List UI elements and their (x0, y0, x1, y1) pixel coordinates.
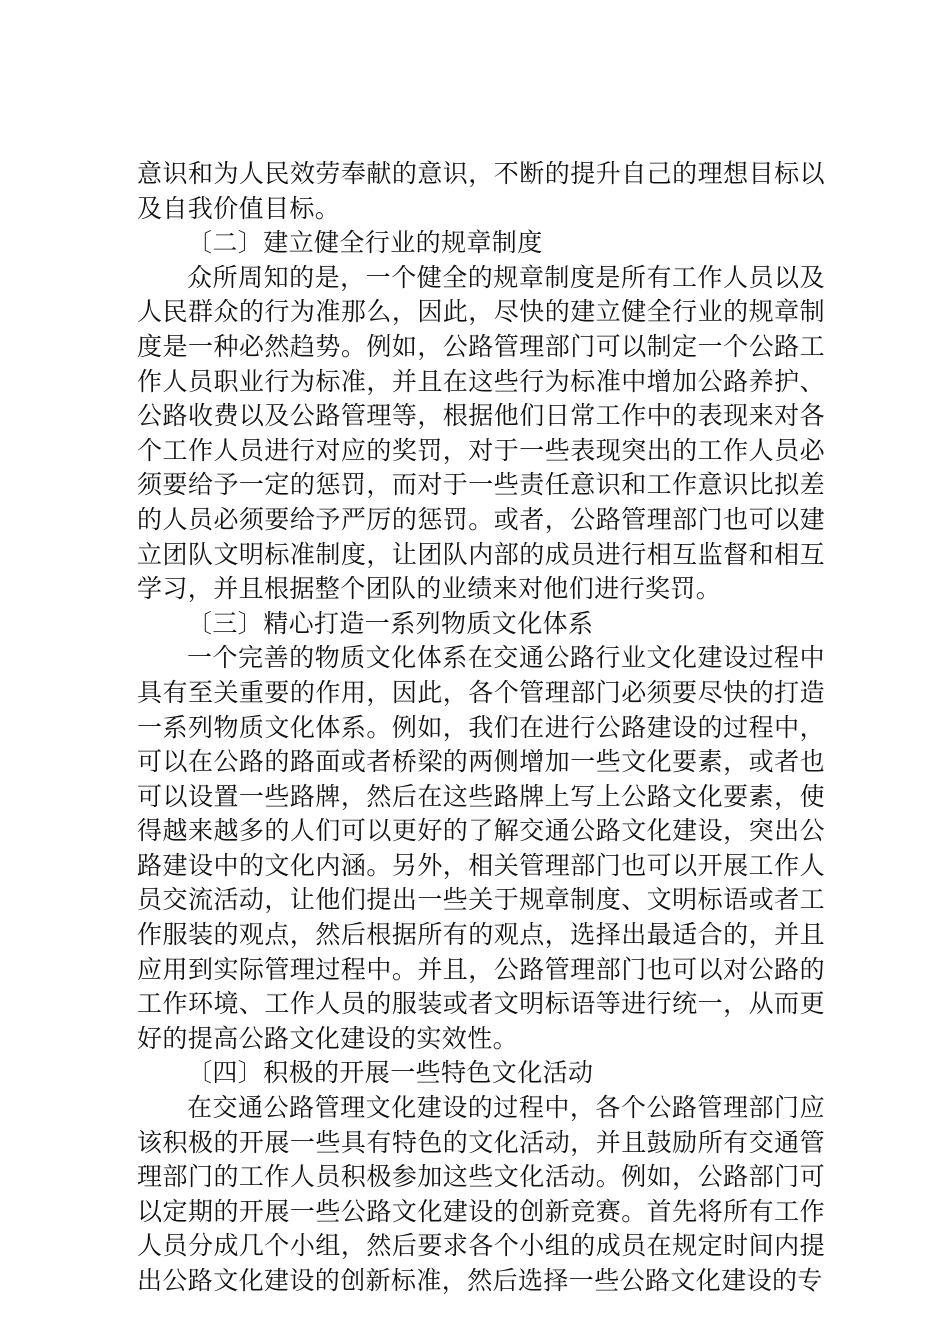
section-heading-3: 〔三〕精心打造一系列物质文化体系 (187, 608, 594, 638)
paragraph-rules: 众所周知的是，一个健全的规章制度是所有工作人员以及人民群众的行为准那么，因此，尽快的建立健全行业的规章制度是一种必然趋势。例如，公路管理部门可以制定一个公路工作人员职业行为标准，并且在这些行为标准中增加公路养护、公路收费以及公路管理等，根据他们日常工作中的表现来对各个工作人员进行对应的奖罚，对于一些表现突出的工作人员必须要给予一定的惩罚，而对于一些责任意识和工作意识比拟差的人员必须要给予严厉的惩罚。或者，公路管理部门也可以建立团队文明标准制度，让团队内部的成员进行相互监督和相互学习，并且根据整个团队的业绩来对他们进行奖罚。 (137, 262, 825, 604)
section-heading-4: 〔四〕积极的开展一些特色文化活动 (187, 1058, 594, 1088)
paragraph-material-culture: 一个完善的物质文化体系在交通公路行业文化建设过程中具有至关重要的作用，因此，各个管理部门必须要尽快的打造一系列物质文化体系。例如，我们在进行公路建设的过程中，可以在公路的路面或者桥梁的两侧增加一些文化要素，或者也可以设置一些路牌，然后在这些路牌上写上公路文化要素，使得越来越多的人们可以更好的了解交通公路文化建设，突出公路建设中的文化内涵。另外，相关管理部门也可以开展工作人员交流活动，让他们提出一些关于规章制度、文明标语或者工作服装的观点，然后根据所有的观点，选择出最适合的，并且应用到实际管理过程中。并且，公路管理部门也可以对公路的工作环境、工作人员的服装或者文明标语等进行统一，从而更好的提高公路文化建设的实效性。 (137, 643, 825, 1053)
section-heading-2: 〔二〕建立健全行业的规章制度 (187, 228, 543, 258)
paragraph-activities: 在交通公路管理文化建设的过程中，各个公路管理部门应该积极的开展一些具有特色的文化活动，并且鼓励所有交通管理部门的工作人员积极参加这些文化活动。例如，公路部门可以定期的开展一些公路文化建设的创新竞赛。首先将所有工作人员分成几个小组，然后要求各个小组的成员在规定时间内提出公路文化建设的创新标准，然后选择一些公路文化建设的专 (137, 1093, 825, 1295)
document-body (137, 157, 825, 1299)
paragraph-continuation: 意识和为人民效劳奉献的意识，不断的提升自己的理想目标以及自我价值目标。 (137, 159, 825, 223)
